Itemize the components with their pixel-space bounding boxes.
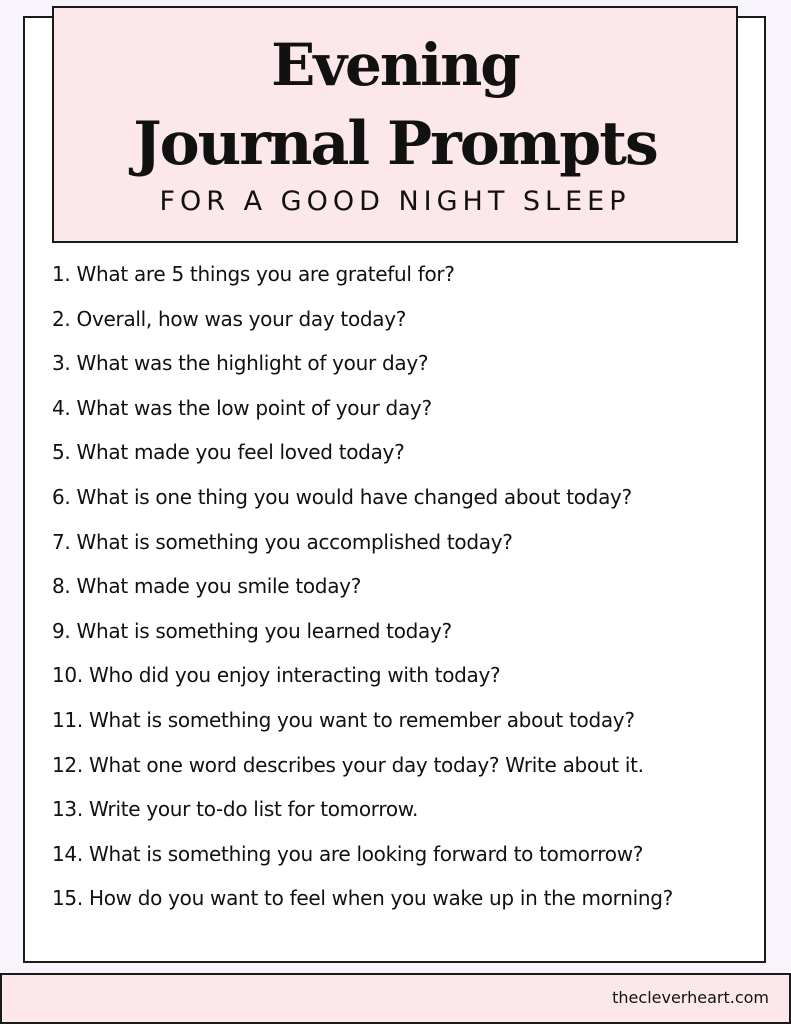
prompt-item: 15. How do you want to feel when you wake up in the morning? [52,886,673,911]
prompt-item: 4. What was the low point of your day? [52,395,432,420]
prompt-item: 1. What are 5 things you are grateful for? [52,262,455,286]
page-subtitle: FOR A GOOD NIGHT SLEEP [159,186,631,217]
prompt-item: 8. What made you smile today? [52,574,362,599]
prompt-list [52,252,757,921]
title-box [52,6,738,243]
prompt-item: 2. Overall, how was your day today? [52,306,407,331]
prompt-item: 10. Who did you enjoy interacting with today? [52,663,501,688]
prompt-item: 12. What one word describes your day today? Write about it. [52,752,644,777]
prompt-item: 9. What is something you learned today? [52,618,452,643]
footer-bar [0,973,791,1024]
prompt-item: 11. What is something you want to remember about today? [52,707,635,732]
page-title-line-1: Evening [271,31,519,99]
prompt-item: 5. What made you feel loved today? [52,440,405,465]
prompt-item: 13. Write your to-do list for tomorrow. [52,797,419,822]
footer-website-link[interactable]: thecleverheart.com [612,988,769,1007]
page-title-line-2: Journal Prompts [133,109,657,179]
prompt-item: 14. What is something you are looking forward to tomorrow? [52,841,644,866]
prompt-item: 3. What was the highlight of your day? [52,351,429,376]
prompt-item: 7. What is something you accomplished today? [52,529,513,554]
prompt-item: 6. What is one thing you would have changed about today? [52,484,632,509]
